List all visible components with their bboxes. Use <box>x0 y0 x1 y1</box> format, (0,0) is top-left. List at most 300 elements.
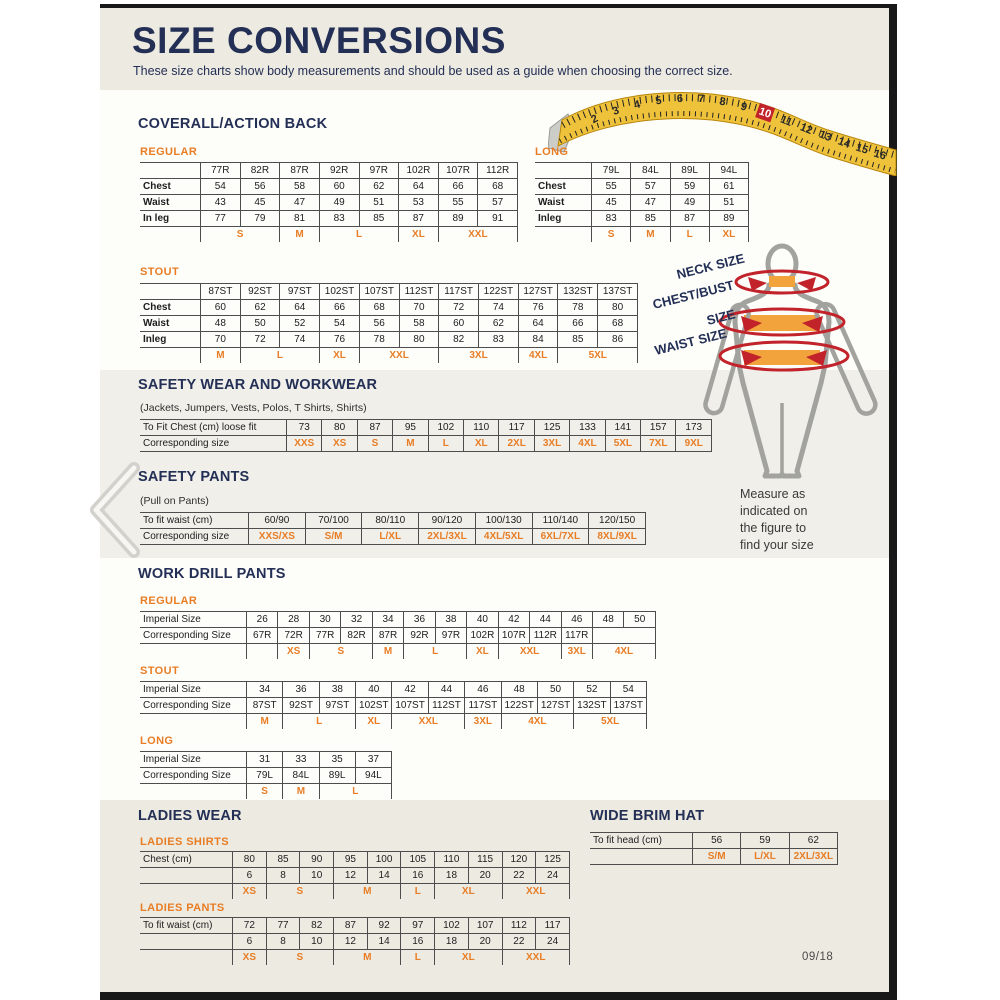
table-cell: 68 <box>598 316 638 332</box>
table-cell: M <box>372 644 403 660</box>
table-cell: L <box>240 348 319 364</box>
table-cell: 22 <box>502 934 536 950</box>
table-cell: 78 <box>558 300 598 316</box>
table-cell: 102ST <box>356 698 392 714</box>
table-cell: To fit head (cm) <box>590 833 693 849</box>
safety-pants-table <box>140 512 646 545</box>
table-cell: 48 <box>501 682 537 698</box>
table-cell: 4XL <box>501 714 574 730</box>
table-cell: 47 <box>280 195 320 211</box>
table-cell: 5XL <box>558 348 638 364</box>
tape-number: 7 <box>697 92 705 106</box>
table-cell: 87 <box>670 211 709 227</box>
table-cell: 42 <box>498 612 529 628</box>
table-cell: 102 <box>428 420 463 436</box>
table-cell: 64 <box>280 300 320 316</box>
table-cell: L/XL <box>362 529 419 545</box>
table-cell: L/XL <box>741 849 789 865</box>
tape-number: 5 <box>654 94 663 108</box>
table-cell: 9XL <box>676 436 712 452</box>
table-cell: S <box>266 884 333 900</box>
table-cell: 102 <box>435 918 469 934</box>
table-cell: 83 <box>319 211 359 227</box>
table-cell: XXS <box>287 436 322 452</box>
table-cell: 92R <box>404 628 435 644</box>
table-cell: 33 <box>283 752 319 768</box>
table-cell: 76 <box>320 332 360 348</box>
table-cell: 55 <box>592 179 631 195</box>
table-cell: 80 <box>233 852 267 868</box>
table-cell: 77 <box>201 211 241 227</box>
table-cell: 95 <box>393 420 428 436</box>
measure-note <box>740 486 870 554</box>
table-cell: 20 <box>468 934 502 950</box>
table-cell: 49 <box>319 195 359 211</box>
table-cell: 157 <box>641 420 676 436</box>
table-cell: 87 <box>357 420 392 436</box>
table-cell: 132ST <box>574 698 610 714</box>
table-cell: 89 <box>709 211 748 227</box>
table-cell: 107 <box>468 918 502 934</box>
table-cell: 94L <box>709 163 748 179</box>
table-cell: Corresponding size <box>140 529 249 545</box>
table-cell: 54 <box>201 179 241 195</box>
table-cell: 80 <box>322 420 357 436</box>
table-cell: 66 <box>320 300 360 316</box>
table-cell: L <box>319 784 392 800</box>
table-cell: 18 <box>435 934 469 950</box>
tape-number: 6 <box>676 92 684 106</box>
table-cell: 80 <box>399 332 439 348</box>
table-cell: 51 <box>709 195 748 211</box>
table-cell: 60/90 <box>249 513 306 529</box>
table-cell: 6XL/7XL <box>532 529 589 545</box>
table-cell <box>140 227 201 243</box>
table-cell: 31 <box>247 752 283 768</box>
work-drill-regular-label: REGULAR <box>140 595 198 607</box>
table-cell: 127ST <box>518 284 558 300</box>
table-cell: 112R <box>530 628 561 644</box>
table-cell: To fit waist (cm) <box>140 513 249 529</box>
table-cell: 14 <box>367 934 401 950</box>
table-cell: 102ST <box>320 284 360 300</box>
table-cell: 53 <box>399 195 439 211</box>
table-cell: Chest <box>140 300 201 316</box>
table-cell: 7XL <box>641 436 676 452</box>
table-cell: S <box>309 644 372 660</box>
neck-size-label: NECK SIZE <box>675 250 747 282</box>
table-cell: 56 <box>359 316 399 332</box>
table-cell: 66 <box>558 316 598 332</box>
table-cell: XL <box>435 884 502 900</box>
table-cell: 92R <box>319 163 359 179</box>
table-cell: 56 <box>240 179 280 195</box>
table-cell: 37 <box>355 752 391 768</box>
table-cell: 3XL <box>534 436 569 452</box>
table-cell: 90/120 <box>419 513 476 529</box>
table-cell: M <box>334 950 401 966</box>
wide-brim-hat-table <box>590 832 838 865</box>
table-cell: 87R <box>280 163 320 179</box>
tape-number: 9 <box>739 100 749 114</box>
table-cell: 84 <box>518 332 558 348</box>
work-drill-stout-table <box>140 681 647 729</box>
table-cell: 12 <box>334 934 368 950</box>
table-cell: 57 <box>478 195 518 211</box>
table-cell <box>140 163 201 179</box>
ladies-pants-table <box>140 917 570 965</box>
ladies-shirts-label: LADIES SHIRTS <box>140 836 229 848</box>
table-cell: 97 <box>401 918 435 934</box>
table-cell <box>140 644 247 660</box>
table-cell: 10 <box>300 934 334 950</box>
table-cell: 137ST <box>610 698 646 714</box>
table-cell: L <box>401 950 435 966</box>
table-cell: 100 <box>367 852 401 868</box>
table-cell: 57 <box>631 179 670 195</box>
table-cell: 46 <box>465 682 501 698</box>
table-cell: 85 <box>266 852 300 868</box>
table-cell <box>140 934 233 950</box>
table-cell: 48 <box>201 316 241 332</box>
table-cell: M <box>280 227 320 243</box>
table-cell: 62 <box>479 316 519 332</box>
tape-number: 4 <box>632 98 642 112</box>
measure-note-line: find your size <box>740 538 814 552</box>
table-cell: 110 <box>464 420 499 436</box>
section-heading-work-drill: WORK DRILL PANTS <box>138 566 286 582</box>
table-cell: 61 <box>709 179 748 195</box>
ladies-pants-label: LADIES PANTS <box>140 902 225 914</box>
table-cell: 66 <box>438 179 478 195</box>
table-cell: 120 <box>502 852 536 868</box>
table-cell: 8 <box>266 934 300 950</box>
chest-size-label-line1: CHEST/BUST <box>651 277 736 312</box>
measure-note-line: Measure as <box>740 487 806 501</box>
table-cell: Waist <box>140 316 201 332</box>
table-cell: 102R <box>467 628 498 644</box>
table-cell: 86 <box>598 332 638 348</box>
table-cell: 97R <box>435 628 466 644</box>
table-cell: Imperial Size <box>140 612 247 628</box>
table-cell <box>140 884 233 900</box>
table-cell: 132ST <box>558 284 598 300</box>
table-cell: Inleg <box>535 211 592 227</box>
table-cell: 62 <box>359 179 399 195</box>
chevron-left-icon <box>82 460 146 560</box>
page-number: 09/18 <box>802 951 834 963</box>
table-cell: 112 <box>502 918 536 934</box>
table-cell: XXL <box>502 950 570 966</box>
table-cell: 83 <box>592 211 631 227</box>
table-cell: 84L <box>283 768 319 784</box>
table-cell: To Fit Chest (cm) loose fit <box>140 420 287 436</box>
table-cell: 54 <box>320 316 360 332</box>
table-cell <box>590 849 693 865</box>
table-cell: 4XL <box>592 644 655 660</box>
table-cell: 35 <box>319 752 355 768</box>
table-cell: 87R <box>372 628 403 644</box>
table-cell: S/M <box>693 849 741 865</box>
table-cell: Corresponding size <box>140 436 287 452</box>
table-cell: 91 <box>478 211 518 227</box>
table-cell: XL <box>467 644 498 660</box>
table-cell: 112ST <box>428 698 464 714</box>
table-cell: M <box>283 784 319 800</box>
table-cell: S <box>266 950 333 966</box>
table-cell <box>140 284 201 300</box>
table-cell: XL <box>435 950 502 966</box>
coverall-long-label: LONG <box>535 146 569 158</box>
table-cell: 115 <box>468 852 502 868</box>
table-cell: 87 <box>399 211 439 227</box>
table-cell: 110/140 <box>532 513 589 529</box>
table-cell: 55 <box>438 195 478 211</box>
table-cell: 8XL/9XL <box>589 529 646 545</box>
table-cell: XS <box>233 884 267 900</box>
table-cell: L <box>401 884 435 900</box>
tape-number: 15 <box>854 141 870 157</box>
table-cell: 107ST <box>392 698 428 714</box>
table-cell: 48 <box>592 612 623 628</box>
table-cell: 12 <box>334 868 368 884</box>
page-subtitle: These size charts show body measurements and should be used as a guide when choosing the correct size. <box>133 64 733 78</box>
table-cell: 54 <box>610 682 646 698</box>
table-cell: 59 <box>670 179 709 195</box>
table-cell: 14 <box>367 868 401 884</box>
table-cell: 82 <box>300 918 334 934</box>
table-cell: M <box>393 436 428 452</box>
table-cell: L <box>428 436 463 452</box>
table-cell: 4XL <box>570 436 605 452</box>
coverall-regular-label: REGULAR <box>140 146 198 158</box>
table-cell: 80 <box>598 300 638 316</box>
table-cell: 60 <box>319 179 359 195</box>
tape-number: 3 <box>610 104 621 118</box>
table-cell: S <box>247 784 283 800</box>
table-cell: 92ST <box>240 284 280 300</box>
table-cell: 60 <box>439 316 479 332</box>
table-cell: Waist <box>140 195 201 211</box>
table-cell: 112ST <box>399 284 439 300</box>
table-cell: 64 <box>399 179 439 195</box>
table-cell: 42 <box>392 682 428 698</box>
table-cell: 173 <box>676 420 712 436</box>
table-cell: 24 <box>536 934 570 950</box>
ladies-shirts-table <box>140 851 570 899</box>
table-cell: 45 <box>592 195 631 211</box>
table-cell: 90 <box>300 852 334 868</box>
table-cell: 2XL/3XL <box>789 849 837 865</box>
table-cell: 62 <box>240 300 280 316</box>
table-cell: 34 <box>247 682 283 698</box>
work-drill-long-label: LONG <box>140 735 174 747</box>
table-cell: Chest <box>140 179 201 195</box>
table-cell: XL <box>709 227 748 243</box>
table-cell: 117R <box>561 628 592 644</box>
table-cell: 92ST <box>283 698 319 714</box>
section-heading-safety-wear: SAFETY WEAR AND WORKWEAR <box>138 377 378 393</box>
table-cell: 22 <box>502 868 536 884</box>
table-cell: XL <box>399 227 439 243</box>
table-cell: Inleg <box>140 332 201 348</box>
tape-number: 14 <box>836 135 852 151</box>
table-cell: 117 <box>499 420 534 436</box>
table-cell <box>247 644 278 660</box>
table-cell: 80/110 <box>362 513 419 529</box>
table-cell: 58 <box>280 179 320 195</box>
table-cell: 47 <box>631 195 670 211</box>
table-cell: 6 <box>233 868 267 884</box>
table-cell <box>140 950 233 966</box>
table-cell: 6 <box>233 934 267 950</box>
safety-wear-table <box>140 419 712 452</box>
table-cell: 89L <box>670 163 709 179</box>
table-cell: 89L <box>319 768 355 784</box>
table-cell: 59 <box>741 833 789 849</box>
table-cell: XS <box>233 950 267 966</box>
table-cell: 85 <box>631 211 670 227</box>
table-cell <box>535 227 592 243</box>
table-cell: To fit waist (cm) <box>140 918 233 934</box>
table-cell: 79L <box>592 163 631 179</box>
table-cell: S <box>592 227 631 243</box>
table-cell: 18 <box>435 868 469 884</box>
table-cell: Imperial Size <box>140 752 247 768</box>
table-cell: 36 <box>283 682 319 698</box>
table-cell: 26 <box>247 612 278 628</box>
table-cell: 77 <box>266 918 300 934</box>
table-cell: 117ST <box>465 698 501 714</box>
table-cell: Waist <box>535 195 592 211</box>
table-cell: XXL <box>502 884 570 900</box>
table-cell: 73 <box>287 420 322 436</box>
table-cell: 87ST <box>201 284 241 300</box>
table-cell: M <box>201 348 241 364</box>
coverall-long-table <box>535 162 749 242</box>
work-drill-long-table <box>140 751 392 799</box>
table-cell: XS <box>322 436 357 452</box>
section-heading-coverall: COVERALL/ACTION BACK <box>138 116 328 132</box>
page-title: SIZE CONVERSIONS <box>132 20 506 61</box>
table-cell: 82 <box>439 332 479 348</box>
table-cell: S <box>357 436 392 452</box>
safety-wear-note: (Jackets, Jumpers, Vests, Polos, T Shirts, Shirts) <box>140 402 367 414</box>
section-heading-ladies-wear: LADIES WEAR <box>138 808 242 824</box>
table-cell: 5XL <box>605 436 640 452</box>
table-cell: 122ST <box>479 284 519 300</box>
table-cell: 125 <box>536 852 570 868</box>
table-cell: 51 <box>359 195 399 211</box>
table-cell: 79L <box>247 768 283 784</box>
table-cell <box>140 348 201 364</box>
table-cell: 30 <box>309 612 340 628</box>
table-cell: XL <box>464 436 499 452</box>
table-cell: 110 <box>435 852 469 868</box>
table-cell: M <box>631 227 670 243</box>
table-cell: Imperial Size <box>140 682 247 698</box>
table-cell: 68 <box>478 179 518 195</box>
table-cell: 89 <box>438 211 478 227</box>
work-drill-regular-table <box>140 611 656 659</box>
table-cell: 32 <box>341 612 372 628</box>
table-cell: XL <box>356 714 392 730</box>
table-cell: 52 <box>280 316 320 332</box>
table-cell: 77R <box>201 163 241 179</box>
table-cell <box>140 868 233 884</box>
tape-number: 11 <box>778 113 794 129</box>
table-cell: 56 <box>693 833 741 849</box>
table-cell: 72 <box>439 300 479 316</box>
table-cell: XXL <box>359 348 438 364</box>
table-cell: 16 <box>401 934 435 950</box>
table-cell: Corresponding Size <box>140 698 247 714</box>
table-cell: 62 <box>789 833 837 849</box>
table-cell: 79 <box>240 211 280 227</box>
table-cell: 107R <box>498 628 529 644</box>
table-cell: 50 <box>240 316 280 332</box>
tape-number: 16 <box>872 147 888 163</box>
section-heading-hat: WIDE BRIM HAT <box>590 808 705 824</box>
table-cell: S/M <box>305 529 362 545</box>
table-cell: 2XL <box>499 436 534 452</box>
table-cell: 100/130 <box>475 513 532 529</box>
table-cell: 82R <box>341 628 372 644</box>
table-cell: XXL <box>498 644 561 660</box>
table-cell: 38 <box>319 682 355 698</box>
coverall-stout-label: STOUT <box>140 266 180 278</box>
table-cell: 117ST <box>439 284 479 300</box>
table-cell: 2XL/3XL <box>419 529 476 545</box>
table-cell: 52 <box>574 682 610 698</box>
table-cell: 72R <box>278 628 309 644</box>
table-cell: 28 <box>278 612 309 628</box>
table-cell: 87 <box>334 918 368 934</box>
table-cell <box>592 628 655 644</box>
table-cell: 40 <box>356 682 392 698</box>
table-cell: 5XL <box>574 714 647 730</box>
figure-labels <box>651 251 746 358</box>
table-cell: M <box>334 884 401 900</box>
table-cell: 83 <box>479 332 519 348</box>
table-cell: 45 <box>240 195 280 211</box>
table-cell <box>535 163 592 179</box>
table-cell: 34 <box>372 612 403 628</box>
table-cell: S <box>201 227 280 243</box>
table-cell: 58 <box>399 316 439 332</box>
tape-number: 8 <box>718 95 727 109</box>
table-cell: 82R <box>240 163 280 179</box>
table-cell: Corresponding Size <box>140 768 247 784</box>
table-cell: 78 <box>359 332 399 348</box>
table-cell: 74 <box>479 300 519 316</box>
table-cell: 36 <box>404 612 435 628</box>
table-cell: 67R <box>247 628 278 644</box>
table-cell: 107ST <box>359 284 399 300</box>
table-cell: 105 <box>401 852 435 868</box>
table-cell: 141 <box>605 420 640 436</box>
work-drill-stout-label: STOUT <box>140 665 180 677</box>
table-cell: 70 <box>201 332 241 348</box>
table-cell: 43 <box>201 195 241 211</box>
table-cell: 125 <box>534 420 569 436</box>
table-cell: L <box>319 227 398 243</box>
table-cell: 74 <box>280 332 320 348</box>
table-cell: XXL <box>438 227 517 243</box>
table-cell: 64 <box>518 316 558 332</box>
measure-note-line: indicated on <box>740 504 808 518</box>
table-cell: 3XL <box>439 348 518 364</box>
